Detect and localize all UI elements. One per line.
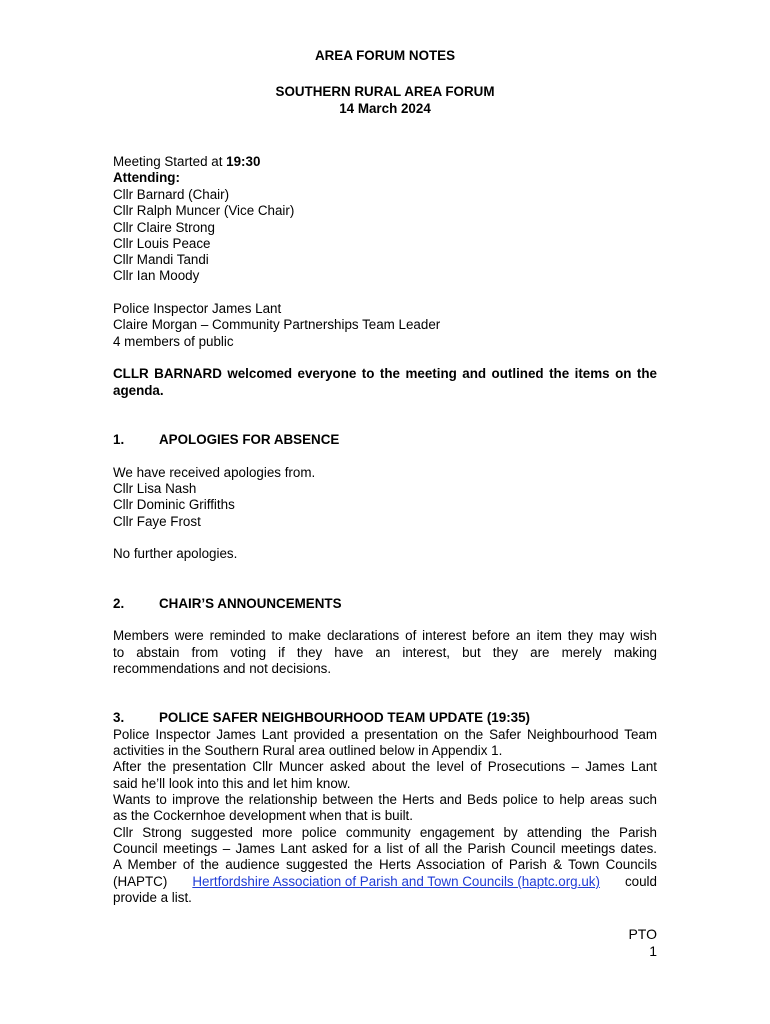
paragraph-line: recommendations and not decisions. xyxy=(113,661,332,676)
section-heading-chairs-announcements: CHAIR’S ANNOUNCEMENTS xyxy=(159,596,342,611)
paragraph-line: to abstain from voting if they have an interest, but they are merely making xyxy=(113,645,657,660)
paragraph-line: Council meetings – James Lant asked for a list of all the Parish Council meetings dates. xyxy=(113,841,657,856)
paragraph-line: activities in the Southern Rural area outlined below in Appendix 1. xyxy=(113,743,503,758)
meeting-date: 14 March 2024 xyxy=(339,101,431,116)
apologies-intro: We have received apologies from. xyxy=(113,465,316,480)
paragraph-line: Cllr Strong suggested more police community engagement by attending the Parish xyxy=(113,825,657,840)
attending-label: Attending: xyxy=(113,170,180,185)
meeting-start xyxy=(113,154,260,170)
attendee-other: 4 members of public xyxy=(113,334,234,349)
section-number: 2. xyxy=(113,596,125,611)
forum-title: SOUTHERN RURAL AREA FORUM xyxy=(275,84,495,99)
attendee-councillor: Cllr Claire Strong xyxy=(113,220,215,235)
paragraph-line-with-link xyxy=(113,874,657,890)
section-heading-apologies: APOLOGIES FOR ABSENCE xyxy=(159,432,340,447)
attendee-other: Claire Morgan – Community Partnerships Team Leader xyxy=(113,317,441,332)
link-suffix: could xyxy=(621,874,657,889)
notes-title: AREA FORUM NOTES xyxy=(314,48,456,63)
pto-label: PTO xyxy=(628,926,657,942)
apology-name: Cllr Lisa Nash xyxy=(113,481,197,496)
attendee-other: Police Inspector James Lant xyxy=(113,301,282,316)
section-number: 3. xyxy=(113,710,125,725)
haptc-link[interactable]: Hertfordshire Association of Parish and Town Councils (haptc.org.uk) xyxy=(192,874,600,889)
attendee-councillor: Cllr Ian Moody xyxy=(113,268,200,283)
attendee-councillor: Cllr Mandi Tandi xyxy=(113,252,209,267)
paragraph-line: said he’ll look into this and let him know. xyxy=(113,776,351,791)
apology-name: Cllr Dominic Griffiths xyxy=(113,497,235,512)
page-number: 1 xyxy=(649,943,657,959)
meeting-start-prefix: Meeting Started at xyxy=(113,154,227,169)
welcome-statement-line: agenda. xyxy=(113,383,164,398)
section-heading-police-update: POLICE SAFER NEIGHBOURHOOD TEAM UPDATE (19:35) xyxy=(159,710,531,725)
attendee-councillor: Cllr Louis Peace xyxy=(113,236,211,251)
paragraph-line: Members were reminded to make declarations of interest before an item they may wish xyxy=(113,628,657,643)
paragraph-line: provide a list. xyxy=(113,890,192,905)
link-prefix: (HAPTC) xyxy=(113,874,172,889)
meeting-start-time: 19:30 xyxy=(226,154,261,169)
apologies-closing: No further apologies. xyxy=(113,546,238,561)
welcome-statement-line: CLLR BARNARD welcomed everyone to the meeting and outlined the items on the xyxy=(113,366,657,381)
paragraph-line: as the Cockernhoe development when that is built. xyxy=(113,808,413,823)
paragraph-line: Police Inspector James Lant provided a presentation on the Safer Neighbourhood Team xyxy=(113,727,657,742)
paragraph-line: After the presentation Cllr Muncer asked about the level of Prosecutions – James Lant xyxy=(113,759,657,774)
paragraph-line: A Member of the audience suggested the Herts Association of Parish & Town Councils xyxy=(113,857,657,872)
apology-name: Cllr Faye Frost xyxy=(113,514,201,529)
section-number: 1. xyxy=(113,432,125,447)
attendee-councillor: Cllr Ralph Muncer (Vice Chair) xyxy=(113,203,295,218)
attendee-councillor: Cllr Barnard (Chair) xyxy=(113,187,230,202)
paragraph-line: Wants to improve the relationship between the Herts and Beds police to help areas such xyxy=(113,792,657,807)
